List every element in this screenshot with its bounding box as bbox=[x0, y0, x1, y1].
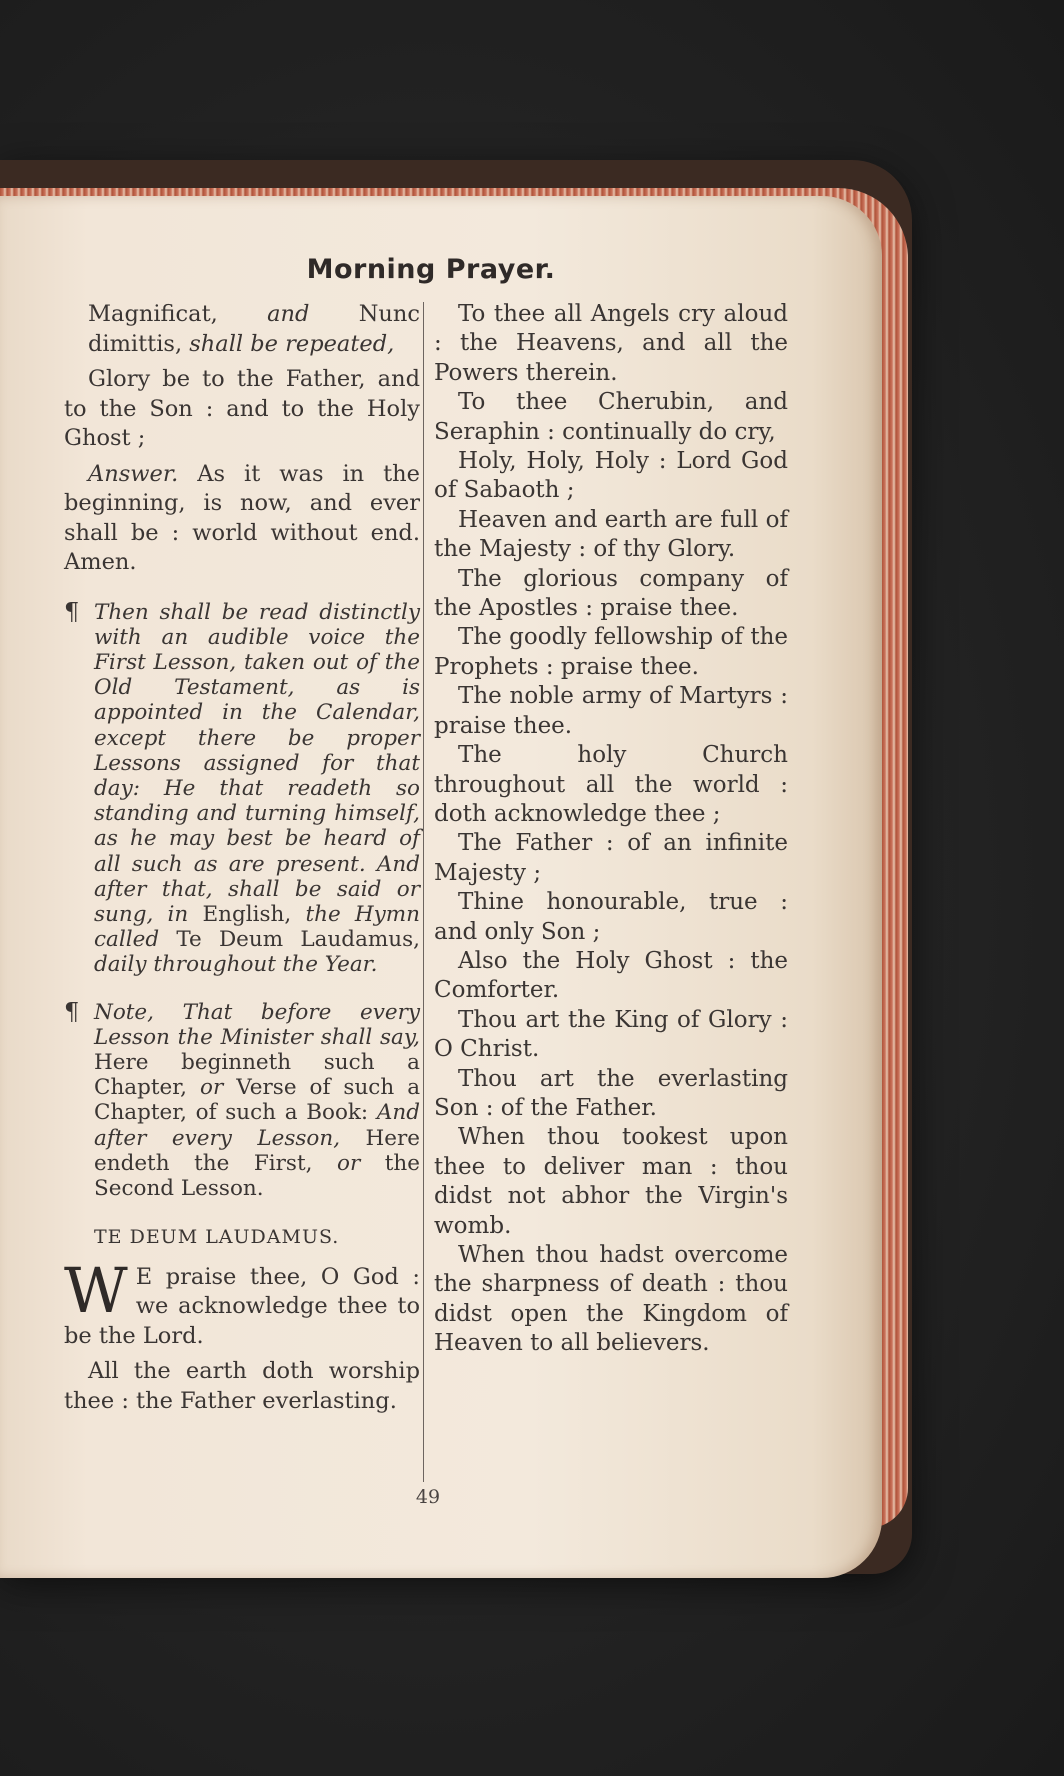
verse: Thou art the King of Glory : O Christ. bbox=[434, 1006, 788, 1063]
drop-cap: W bbox=[64, 1253, 128, 1327]
page-number: 49 bbox=[415, 1486, 441, 1508]
verse: The goodly fellowship of the Prophets : praise thee. bbox=[434, 624, 788, 680]
canticle-title: TE DEUM LAUDAMUS. bbox=[94, 1226, 340, 1249]
verse: Thine honourable, true : and only Son ; bbox=[434, 889, 788, 945]
rubric-first-lesson: ¶ Then shall be read distinctly with an audible voice the First Lesson, taken out of the Old Testament, as is appointed in the Calendar, except there be proper Lessons assigned for that day: He that readeth so standing and turning himself, as he may best be heard of all such as are present. And after that, shall be said or sung, in English, the Hymn called Te Deum Laudamus, daily throughout the Year. bbox=[64, 597, 421, 978]
verse: The noble army of Martyrs : praise thee. bbox=[434, 683, 788, 739]
verse: The Father : of an infinite Majesty ; bbox=[434, 830, 788, 886]
left-para-2: Glory be to the Father, and to the Son : and to the Holy Ghost ; bbox=[64, 366, 420, 451]
rubric-lesson-note: ¶ Note, That before every Lesson the Minister shall say, Here beginneth such a Chapter, or Verse of such a Chapter, of such a Book: And after every Lesson, Here endeth the First, or the Second Lesson. bbox=[64, 997, 421, 1201]
verse: Holy, Holy, Holy : Lord God of Sabaoth ; bbox=[434, 448, 788, 504]
left-para-1: Magnificat, and Nunc dimittis, shall be repeated, bbox=[88, 301, 420, 357]
verse: The glorious company of the Apostles : praise thee. bbox=[434, 565, 788, 622]
verse: To thee all Angels cry aloud : the Heavens, and all the Powers therein. bbox=[434, 301, 788, 386]
column-divider bbox=[423, 302, 424, 1482]
left-para-3: Answer. As it was in the beginning, is now, and ever shall be : world without end. Amen. bbox=[64, 460, 420, 575]
verse: To thee Cherubin, and Seraphin : continually do cry, bbox=[434, 389, 788, 445]
running-header: Morning Prayer. bbox=[306, 254, 556, 285]
verse: When thou hadst overcome the sharpness of death : thou didst open the Kingdom of Heaven to all believers. bbox=[434, 1242, 788, 1357]
verse: Heaven and earth are full of the Majesty : of thy Glory. bbox=[434, 506, 788, 563]
verse: Thou art the everlasting Son : of the Father. bbox=[434, 1065, 788, 1121]
pilcrow-icon: ¶ bbox=[64, 597, 80, 626]
verse: When thou tookest upon thee to deliver man : thou didst not abhor the Virgin's womb. bbox=[434, 1124, 788, 1239]
left-para-5: All the earth doth worship thee : the Father everlasting. bbox=[64, 1358, 420, 1414]
pilcrow-icon: ¶ bbox=[64, 997, 80, 1026]
left-column bbox=[64, 300, 420, 1416]
verse: Also the Holy Ghost : the Comforter. bbox=[434, 947, 788, 1004]
verse: The holy Church throughout all the world : doth acknowledge thee ; bbox=[434, 742, 788, 827]
left-para-4: W E praise thee, O God : we acknowledge thee to be the Lord. bbox=[64, 1253, 420, 1349]
right-column bbox=[434, 300, 788, 1359]
